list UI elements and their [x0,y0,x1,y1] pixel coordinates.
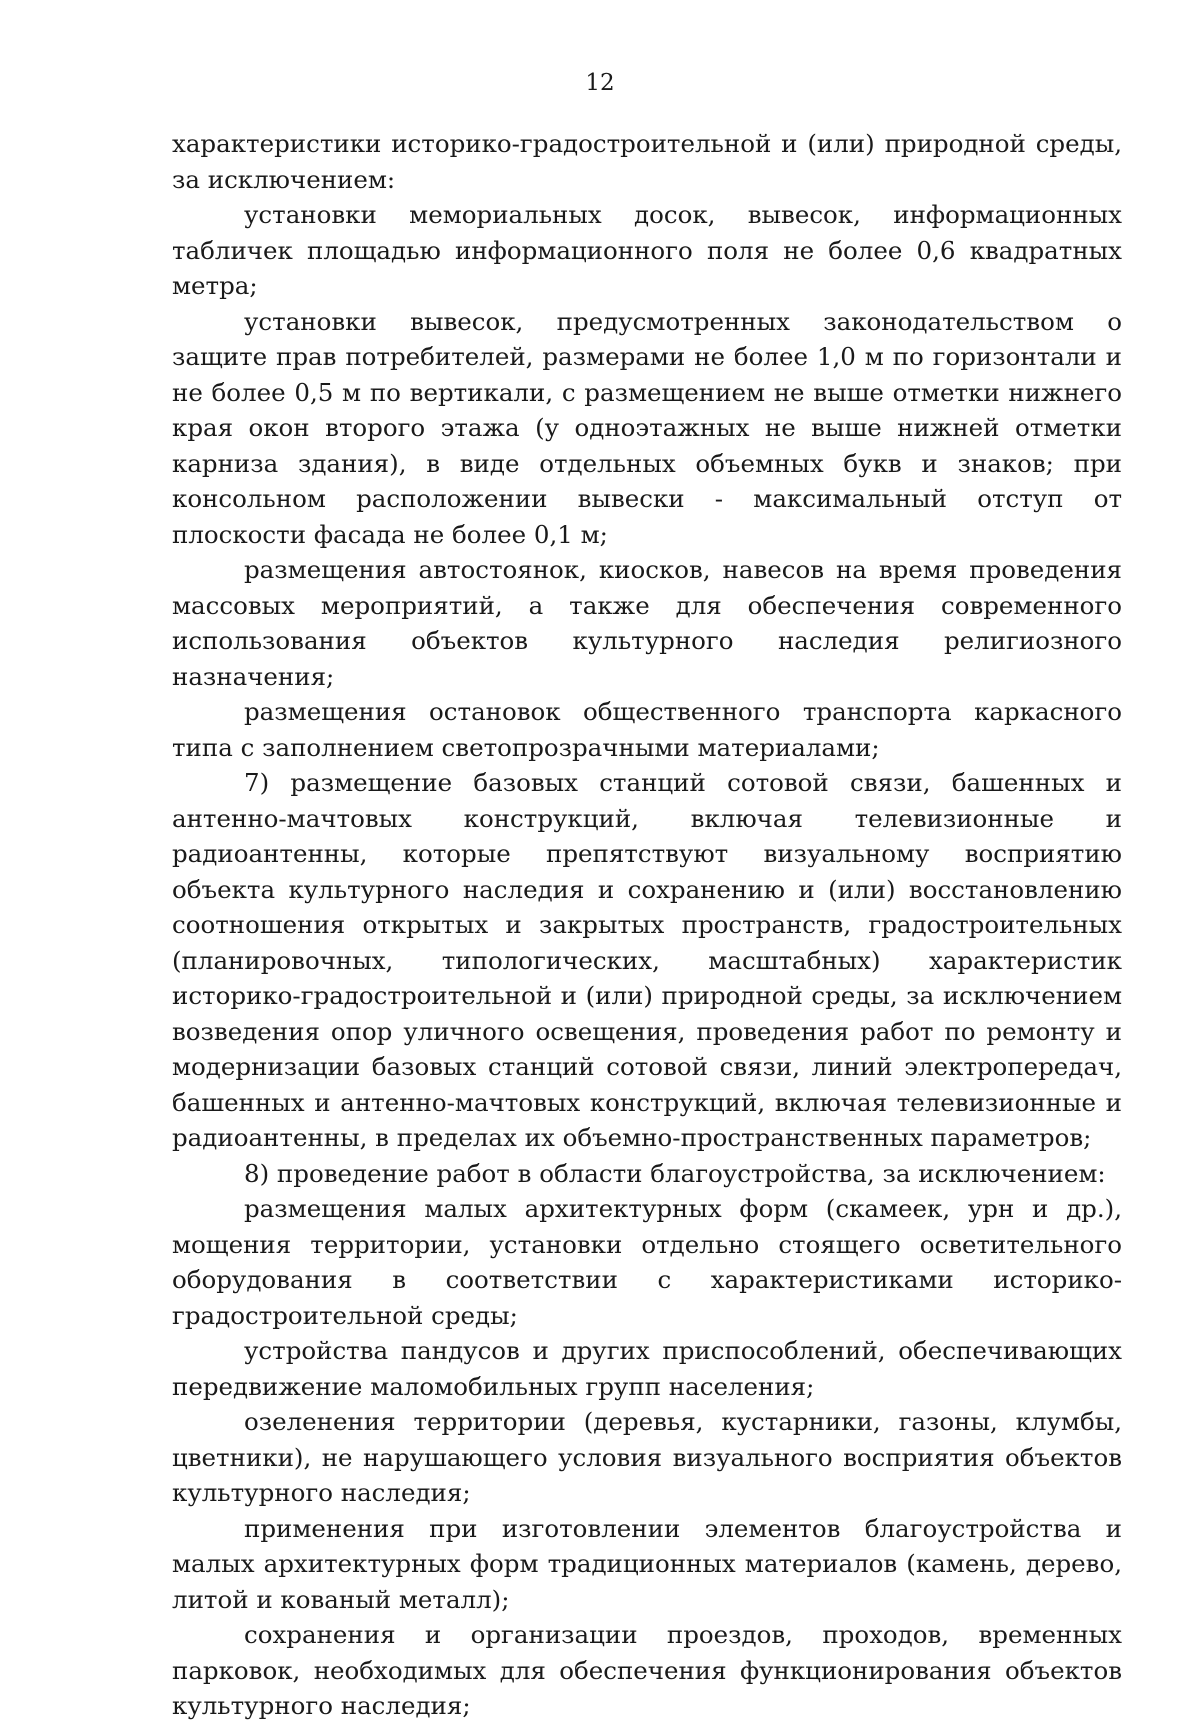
paragraph: размещения малых архитектурных форм (скамеек, урн и др.), мощения территории, установки отдельно стоящего осветительного оборудования в соответствии с характеристиками историко-градостроительной среды; [172,1194,1122,1330]
paragraph: устройства пандусов и других приспособлений, обеспечивающих передвижение маломобильных групп населения; [172,1336,1122,1401]
paragraph: 8) проведение работ в области благоустройства, за исключением: [244,1158,1106,1188]
page-number: 12 [585,70,615,96]
paragraph: установки вывесок, предусмотренных законодательством о защите прав потребителей, размерами не более 1,0 м по горизонтали и не более 0,5 м по вертикали, с размещением не выше отметки нижнего края окон второго этажа (у одноэтажных не выше нижней отметки карниза здания), в виде отдельных объемных букв и знаков; при консольном расположении вывески - максимальный отступ от плоскости фасада не более 0,1 м; [172,306,1122,549]
paragraph: сохранения и организации проездов, проходов, временных парковок, необходимых для обеспечения функционирования объектов культурного наследия; [172,1620,1122,1720]
paragraph: характеристики историко-градостроительной и (или) природной среды, за исключением: [172,129,1122,194]
paragraph: установки мемориальных досок, вывесок, информационных табличек площадью информационного поля не более 0,6 квадратных метра; [172,200,1122,300]
document-body [172,126,1122,1724]
paragraph: размещения остановок общественного транспорта каркасного типа с заполнением светопрозрачными материалами; [172,697,1122,762]
paragraph: размещения автостоянок, киосков, навесов на время проведения массовых мероприятий, а также для обеспечения современного использования объектов культурного наследия религиозного назначения; [172,555,1122,691]
paragraph: применения при изготовлении элементов благоустройства и малых архитектурных форм традиционных материалов (камень, дерево, литой и кованый металл); [172,1513,1122,1614]
paragraph: озеленения территории (деревья, кустарники, газоны, клумбы, цветники), не нарушающего условия визуального восприятия объектов культурного наследия; [172,1407,1122,1507]
paragraph: 7) размещение базовых станций сотовой связи, башенных и антенно-мачтовых конструкций, включая телевизионные и радиоантенны, которые препятствуют визуальному восприятию объекта культурного наследия и сохранению и (или) восстановлению соотношения открытых и закрытых пространств, градостроительных (планировочных, типологических, масштабных) характеристик историко-градостроительной и (или) природной среды, за исключением возведения опор уличного освещения, проведения работ по ремонту и модернизации базовых станций сотовой связи, линий электропередач, башенных и антенно-мачтовых конструкций, включая телевизионные и радиоантенны, в пределах их объемно-пространственных параметров; [172,768,1122,1152]
